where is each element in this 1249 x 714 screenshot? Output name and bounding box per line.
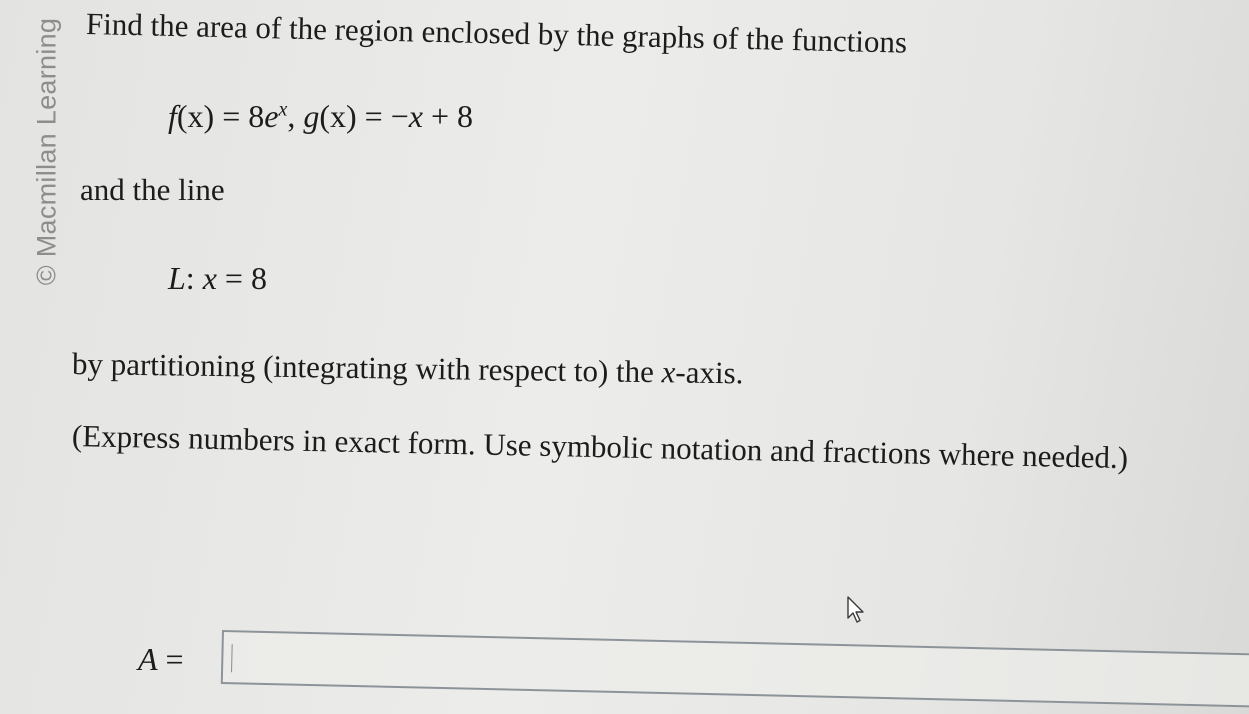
g-variable: (x)	[319, 98, 357, 134]
copyright-watermark	[30, 6, 64, 296]
partition-after: -axis.	[675, 354, 744, 391]
f-name: f	[168, 98, 177, 134]
answer-label	[138, 641, 184, 678]
answer-equals: =	[157, 641, 184, 677]
g-x: x	[408, 98, 423, 134]
connector-text: and the line	[80, 172, 225, 207]
line-definition	[168, 260, 267, 297]
line-colon: :	[185, 260, 203, 296]
partition-text	[72, 346, 744, 391]
watermark-text: © Macmillan Learning	[31, 17, 62, 285]
partition-before: by partitioning (integrating with respect to) the	[71, 346, 662, 390]
partition-variable: x	[661, 354, 676, 390]
line-name: L	[168, 260, 186, 296]
f-base: e	[264, 98, 279, 134]
g-name: g	[303, 98, 320, 134]
f-equals: = 8	[214, 98, 265, 134]
text-caret	[231, 644, 233, 672]
mouse-pointer-icon	[846, 596, 866, 624]
question-prompt: Find the area of the region enclosed by the graphs of the functions	[85, 6, 908, 60]
answer-instructions: (Express numbers in exact form. Use symbolic notation and fractions where needed.)	[71, 418, 1129, 476]
g-equals: = −	[356, 98, 409, 134]
functions-separator: ,	[287, 98, 304, 134]
line-value: = 8	[216, 260, 267, 296]
line-variable: x	[202, 260, 217, 296]
f-variable: (x)	[176, 98, 215, 134]
functions-expression	[168, 98, 473, 135]
answer-input[interactable]	[221, 630, 1249, 708]
g-tail: + 8	[422, 98, 473, 134]
f-exponent: x	[278, 98, 288, 121]
answer-variable: A	[138, 641, 158, 677]
